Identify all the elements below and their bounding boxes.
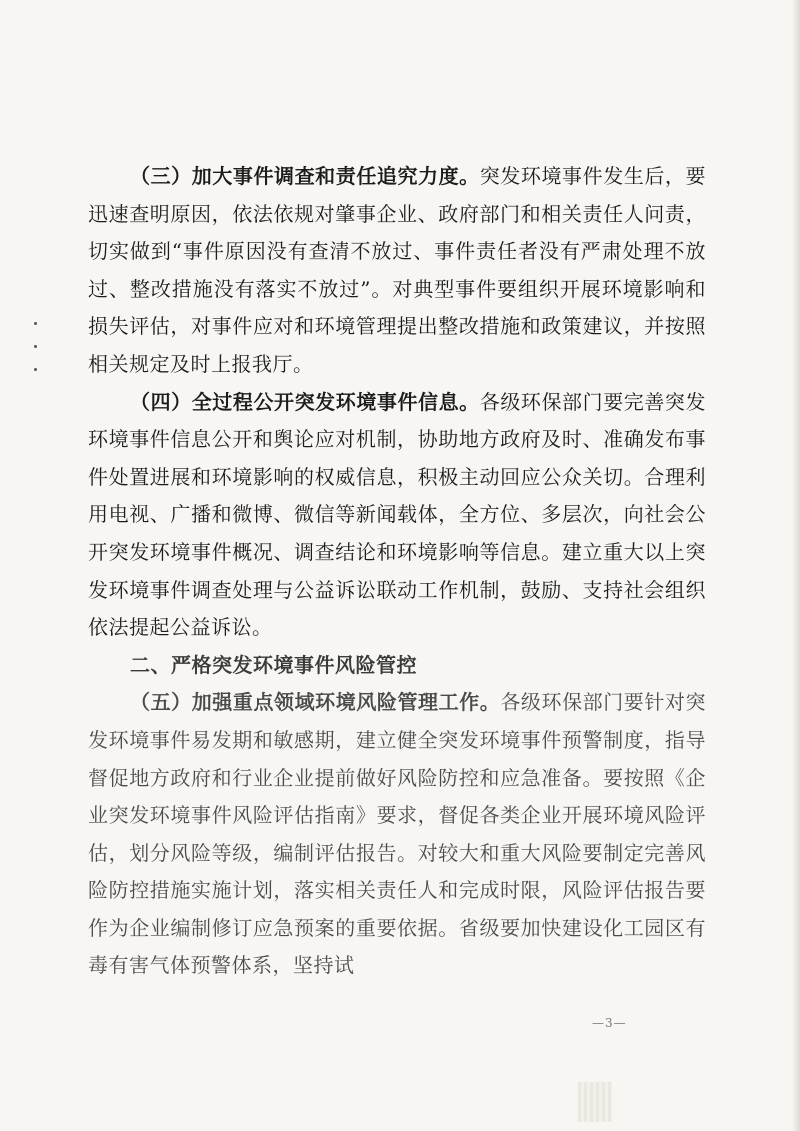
binding-dot bbox=[34, 368, 37, 371]
paragraph-3-heading: （三）加大事件调查和责任追究力度。 bbox=[130, 164, 480, 188]
binding-dot bbox=[34, 322, 37, 325]
binding-dot bbox=[34, 345, 37, 348]
page-edge-shadow bbox=[792, 0, 800, 1131]
section-heading: 二、严格突发环境事件风险管控 bbox=[130, 652, 417, 677]
paragraph-4 bbox=[88, 384, 706, 647]
paragraph-5-body: 各级环保部门要针对突发环境事件易发期和敏感期，建立健全突发环境事件预警制度，指导督促地方政府和行业企业提前做好风险防控和应急准备。要按照《企业突发环境事件风险评估指南》要求，督促各类企业开展环境风险评估，划分风险等级，编制评估报告。对较大和重大风险要制定完善风险防控措施实施计划，落实相关责任人和完成时限，风险评估报告要作为企业编制修订应急预案的重要依据。省级要加快建设化工园区有毒有害气体预警体系，坚持试 bbox=[88, 690, 707, 978]
paragraph-5 bbox=[88, 684, 706, 985]
page-number: —3— bbox=[592, 1016, 627, 1030]
document-body bbox=[88, 158, 706, 985]
paragraph-5-heading: （五）加强重点领域环境风险管理工作。 bbox=[130, 690, 501, 715]
paragraph-4-heading: （四）全过程公开突发环境事件信息。 bbox=[130, 389, 480, 414]
paragraph-4-body: 各级环保部门要完善突发环境事件信息公开和舆论应对机制，协助地方政府及时、准确发布事件处置进展和环境影响的权威信息，积极主动回应公众关切。合理利用电视、广播和微博、微信等新闻载体，全方位、多层次，向社会公开突发环境事件概况、调查结论和环境影响等信息。建立重大以上突发环境事件调查处理与公益诉讼联动工作机制，鼓励、支持社会组织依法提起公益诉讼。 bbox=[88, 389, 707, 640]
paragraph-3-body: 突发环境事件发生后，要迅速查明原因，依法依规对肇事企业、政府部门和相关责任人问责，切实做到“事件原因没有查清不放过、事件责任者没有严肃处理不放过、整改措施没有落实不放过”。对典型事件要组织开展环境影响和损失评估，对事件应对和环境管理提出整改措施和政策建议，并按照相关规定及时上报我厅。 bbox=[88, 164, 707, 376]
bleed-through-mark bbox=[578, 1082, 612, 1122]
binding-marks bbox=[34, 322, 37, 391]
paragraph-3 bbox=[88, 158, 706, 384]
